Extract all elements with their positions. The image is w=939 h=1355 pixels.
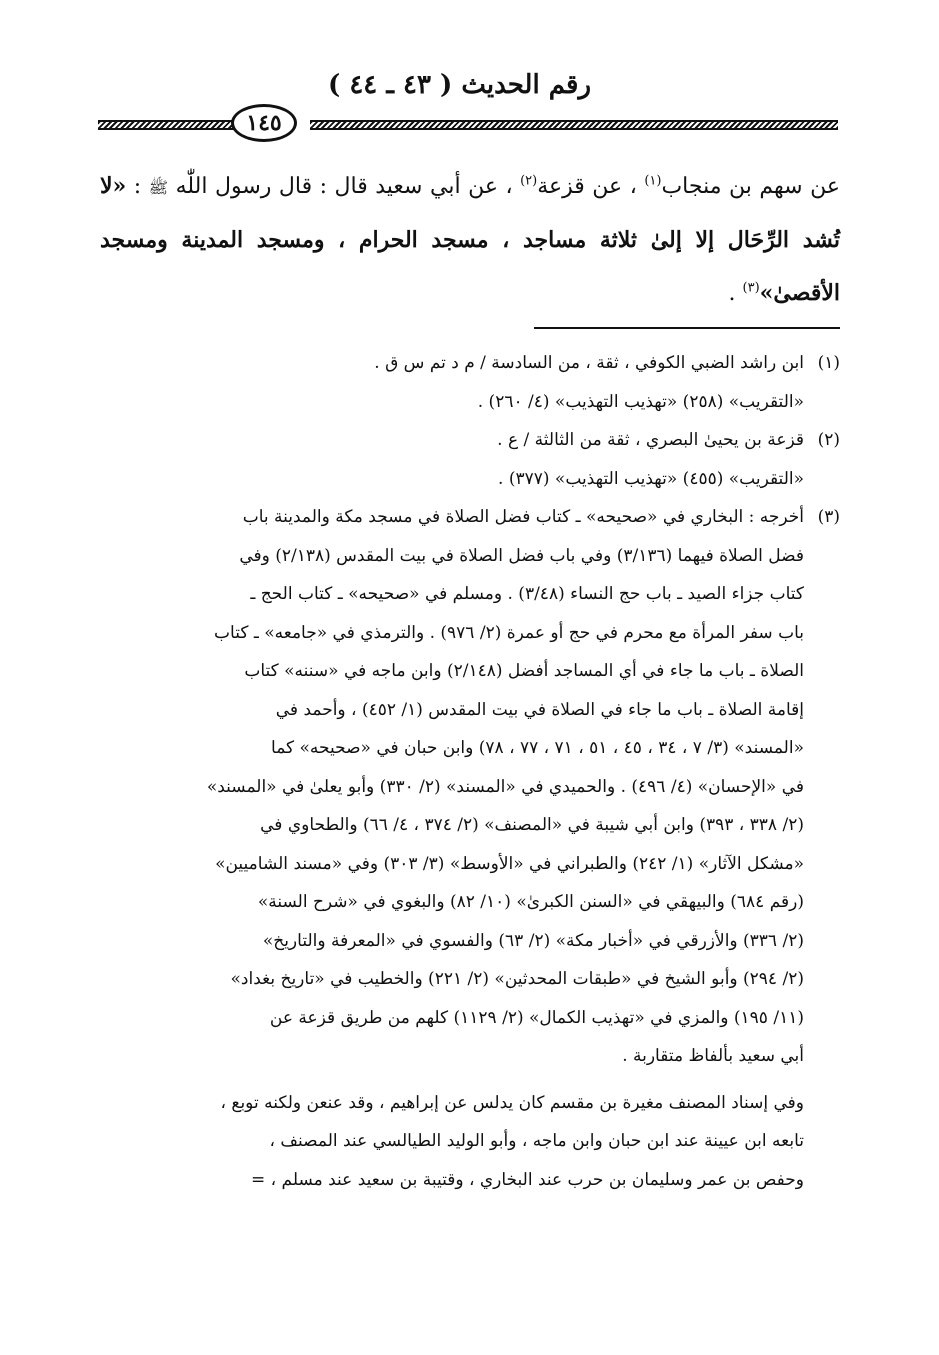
footnote-3-line: إقامة الصلاة ـ باب ما جاء في الصلاة في بيت المقدس (١/ ٤٥٢) ، وأحمد في	[275, 699, 804, 720]
footnote-3-line: أبي سعيد بألفاظ متقاربة .	[622, 1046, 804, 1066]
footnote-3-line: (١١/ ١٩٥) والمزي في «تهذيب الكمال» (٢/ ١١٢٩) كلهم من طريق قزعة عن	[269, 1007, 804, 1028]
footnote-3-line: (٢/ ٢٩٤) وأبو الشيخ في «طبقات المحدثين» (٢/ ٢٢١) والخطيب في «تاريخ بغداد»	[230, 969, 804, 989]
chain-text-3: ، عن أبي سعيد قال : قال رسول اللّٰه	[175, 174, 513, 199]
footnote-2-number: (٢)	[817, 430, 840, 450]
footnote-2-line-2: «التقريب» (٤٥٥) «تهذيب التهذيب» (٣٧٧) .	[498, 468, 804, 489]
footnote-3-line: أخرجه : البخاري في «صحيحه» ـ كتاب فضل الصلاة في مسجد مكة والمدينة باب	[242, 507, 804, 527]
footnote-3-line: «المسند» (٣/ ٧ ، ٣٤ ، ٤٥ ، ٥١ ، ٧١ ، ٧٧ ، ٧٨) وابن حبان في «صحيحه» كما	[271, 738, 804, 758]
sentence-end: .	[728, 281, 743, 306]
page-number-medallion: ١٤٥	[231, 104, 297, 142]
rule-band-right	[310, 120, 838, 130]
footnote-3	[98, 498, 840, 1076]
footnote-3-line: فضل الصلاة فيهما (٣/١٣٦) وفي باب فضل الصلاة في بيت المقدس (٢/١٣٨) وفي	[239, 545, 804, 566]
closing-line: وحفص بن عمر وسليمان بن حرب عند البخاري ، وقتيبة بن سعيد عند مسلم ، =	[250, 1169, 804, 1190]
footnote-ref-1: (١)	[644, 173, 662, 189]
footnote-3-line: الصلاة ـ باب ما جاء في أي المساجد أفضل (٢/١٤٨) وابن ماجه في «سننه» كتاب	[244, 661, 804, 681]
footnotes-section	[98, 344, 840, 1199]
hadith-text: «لا تُشد الرِّحَال إلا إلىٰ ثلاثة مساجد ، مسجد الحرام ، ومسجد المدينة ومسجد الأقصىٰ»	[100, 173, 840, 306]
footnote-3-number: (٣)	[817, 507, 840, 527]
colon: :	[126, 174, 149, 199]
footnote-3-line: (٢/ ٣٣٨ ، ٣٩٣) وابن أبي شيبة في «المصنف» (٢/ ٣٧٤ ، ٤/ ٦٦) والطحاوي في	[260, 815, 804, 835]
footnote-ref-2: (٢)	[520, 173, 538, 189]
footnote-1-number: (١)	[817, 353, 840, 373]
footnote-1-line-2: «التقريب» (٢٥٨) «تهذيب التهذيب» (٤/ ٢٦٠) .	[477, 391, 804, 412]
footnote-3-line: (٢/ ٣٣٦) والأزرقي في «أخبار مكة» (٢/ ٦٣) والفسوي في «المعرفة والتاريخ»	[262, 930, 804, 951]
footnote-3-line: في «الإحسان» (٤/ ٤٩٦) . والحميدي في «المسند» (٢/ ٣٣٠) وأبو يعلىٰ في «المسند»	[206, 776, 804, 797]
footnote-1-line-1: ابن راشد الضبي الكوفي ، ثقة ، من السادسة / م د تم س ق .	[374, 353, 804, 373]
closing-line: تابعه ابن عيينة عند ابن حبان وابن ماجه ، وأبو الوليد الطيالسي عند المصنف ،	[269, 1131, 804, 1151]
closing-line: وفي إسناد المصنف مغيرة بن مقسم كان يدلس عن إبراهيم ، وقد عنعن ولكنه توبع ،	[220, 1092, 804, 1113]
footnote-1	[98, 344, 840, 421]
footnote-divider	[534, 327, 840, 329]
header-ornamental-rule	[98, 120, 838, 132]
footnote-3-line: (رقم ٦٨٤) والبيهقي في «السنن الكبرىٰ» (١٠/ ٨٢) والبغوي في «شرح السنة»	[257, 892, 804, 912]
footnote-2	[98, 421, 840, 498]
footnote-3-line: كتاب جزاء الصيد ـ باب حج النساء (٣/٤٨) . ومسلم في «صحيحه» ـ كتاب الحج ـ	[250, 584, 804, 604]
footnote-2-line-1: قزعة بن يحيىٰ البصري ، ثقة من الثالثة / ع .	[497, 430, 804, 450]
footnote-closing-paragraph	[98, 1084, 840, 1200]
page-header-title: رقم الحديث ( ٤٣ ـ ٤٤ )	[327, 70, 592, 100]
chain-text-2: ، عن قزعة	[537, 174, 637, 199]
footnote-3-line: باب سفر المرأة مع محرم في حج أو عمرة (٢/ ٩٧٦) . والترمذي في «جامعه» ـ كتاب	[214, 622, 804, 643]
main-hadith-paragraph	[100, 160, 840, 320]
chain-text-1: عن سهم بن منجاب	[661, 174, 840, 199]
footnote-ref-3: (٣)	[742, 280, 760, 296]
salla-symbol: ﷺ	[148, 178, 169, 197]
footnote-3-line: «مشكل الآثار» (١/ ٢٤٢) والطبراني في «الأوسط» (٣/ ٣٠٣) وفي «مسند الشاميين»	[215, 853, 804, 874]
rule-band-left	[98, 120, 236, 130]
